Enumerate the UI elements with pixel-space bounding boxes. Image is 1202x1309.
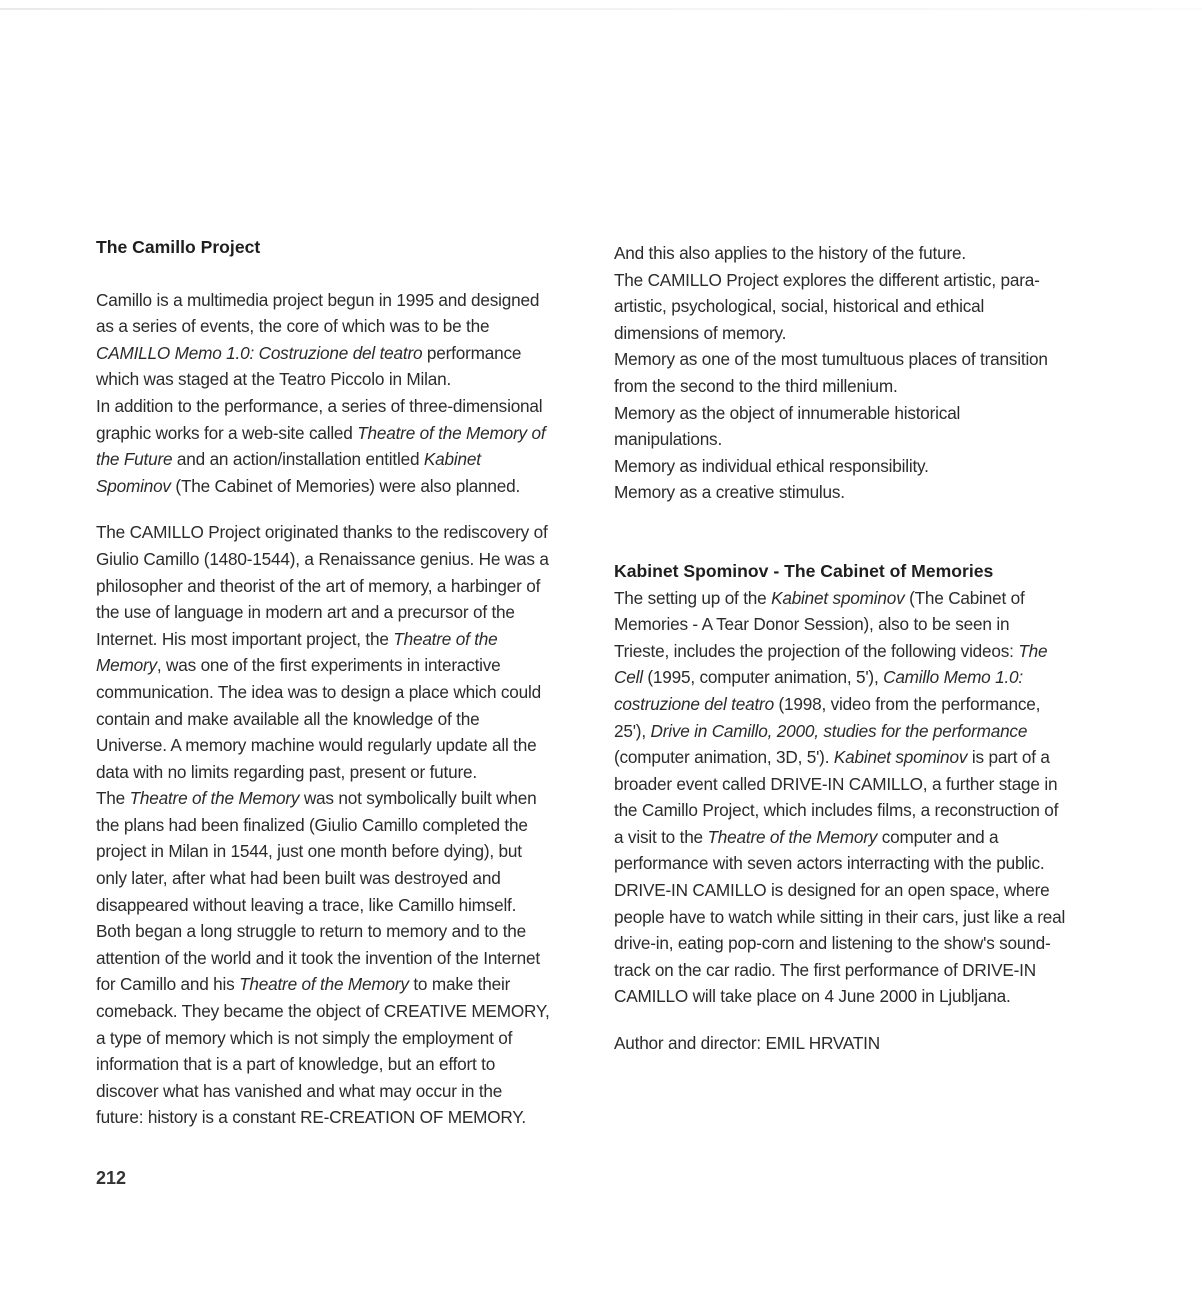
italic-title: Memory	[96, 655, 157, 676]
text-line: Both began a long struggle to return to memory and to the	[96, 921, 527, 942]
text-line: the Future and an action/installation entitled Kabinet	[96, 449, 481, 470]
text-line: for Camillo and his Theatre of the Memory to make their	[96, 974, 511, 995]
text-line: Internet. His most important project, the Theatre of the	[96, 628, 498, 649]
italic-title: Spominov	[96, 475, 171, 496]
text-line: which was staged at the Teatro Piccolo in Milan.	[96, 369, 452, 390]
text-line: Memory as the object of innumerable historical	[614, 402, 961, 423]
spacer	[96, 499, 596, 519]
italic-title: the Future	[96, 449, 173, 470]
text-line: information that is a part of knowledge, but an effort to	[96, 1054, 496, 1075]
italic-title: Theatre of the Memory	[129, 788, 300, 809]
text-line: CAMILLO Memo 1.0: Costruzione del teatro performance	[96, 342, 522, 363]
right-column	[614, 240, 1114, 1057]
text-line: Memory, was one of the first experiments in interactive	[96, 655, 501, 676]
text-line: as a series of events, the core of which was to be the	[96, 316, 490, 337]
italic-title: Cell	[614, 667, 643, 688]
text-line: Universe. A memory machine would regularly update all the	[96, 735, 537, 756]
text-line: future: history is a constant RE-CREATION OF MEMORY.	[96, 1107, 526, 1128]
italic-title: Kabinet	[423, 449, 481, 470]
paragraph-project-intro	[96, 287, 596, 500]
text-line: the plans had been finalized (Giulio Camillo completed the	[96, 814, 528, 835]
text-line: manipulations.	[614, 429, 723, 450]
italic-title: Kabinet spominov	[833, 747, 968, 768]
author-credit: Author and director: EMIL HRVATIN	[614, 1033, 880, 1054]
text-line: broader event called DRIVE-IN CAMILLO, a further stage in	[614, 773, 1058, 794]
text-line: The CAMILLO Project explores the different artistic, para-	[614, 269, 1040, 290]
text-line: only later, after what had been built was destroyed and	[96, 868, 501, 889]
text-line: disappeared without leaving a trace, like Camillo himself.	[96, 894, 517, 915]
spacer	[614, 1010, 1114, 1030]
text-line: from the second to the third millenium.	[614, 375, 898, 396]
spacer	[614, 506, 1114, 558]
italic-title: Theatre of the	[393, 628, 498, 649]
text-line: a type of memory which is not simply the employment of	[96, 1027, 513, 1048]
italic-title: The	[1018, 640, 1048, 661]
text-line: contain and make available all the knowledge of the	[96, 708, 480, 729]
paragraph-memory-dimensions	[614, 240, 1114, 506]
text-line: 25'), Drive in Camillo, 2000, studies for the performance	[614, 720, 1028, 741]
text-line: comeback. They became the object of CREATIVE MEMORY,	[96, 1001, 550, 1022]
text-line: Camillo is a multimedia project begun in 1995 and designed	[96, 289, 540, 310]
text-line: Cell (1995, computer animation, 5'), Camillo Memo 1.0:	[614, 667, 1023, 688]
text-line: dimensions of memory.	[614, 322, 787, 343]
text-line: track on the car radio. The first performance of DRIVE-IN	[614, 959, 1036, 980]
text-line: the Camillo Project, which includes films, a reconstruction of	[614, 800, 1059, 821]
text-line: philosopher and theorist of the art of memory, a harbinger of	[96, 575, 541, 596]
text-line: discover what has vanished and what may occur in the	[96, 1080, 503, 1101]
text-line: In addition to the performance, a series of three-dimensional	[96, 395, 543, 416]
italic-title: Kabinet spominov	[771, 587, 905, 608]
text-line: drive-in, eating pop-corn and listening to the show's sound-	[614, 933, 1051, 954]
italic-title: Theatre of the Memory	[707, 826, 878, 847]
italic-title: costruzione del teatro	[614, 693, 774, 714]
section-heading-camillo-project: The Camillo Project	[96, 237, 261, 257]
text-line: artistic, psychological, social, historical and ethical	[614, 296, 985, 317]
text-line: performance with seven actors interracting with the public.	[614, 853, 1045, 874]
text-line: data with no limits regarding past, present or future.	[96, 761, 477, 782]
text-line: Memory as a creative stimulus.	[614, 482, 845, 503]
italic-title: CAMILLO Memo 1.0: Costruzione del teatro	[96, 342, 423, 363]
text-line: (computer animation, 3D, 5'). Kabinet spominov is part of a	[614, 747, 1050, 768]
paragraph-origins	[96, 519, 596, 1131]
text-line: Trieste, includes the projection of the following videos: The	[614, 640, 1048, 661]
text-line: the use of language in modern art and a precursor of the	[96, 602, 515, 623]
text-line: graphic works for a web-site called Theatre of the Memory of	[96, 422, 546, 443]
text-line: CAMILLO will take place on 4 June 2000 in Ljubljana.	[614, 986, 1011, 1007]
text-line: a visit to the Theatre of the Memory computer and a	[614, 826, 999, 847]
page-number: 212	[96, 1168, 127, 1188]
left-column	[96, 234, 596, 1131]
text-line: people have to watch while sitting in their cars, just like a real	[614, 906, 1066, 927]
spacer	[96, 261, 596, 287]
italic-title: Camillo Memo 1.0:	[883, 667, 1023, 688]
text-line: Memories - A Tear Donor Session), also to be seen in	[614, 614, 1010, 635]
text-line: Giulio Camillo (1480-1544), a Renaissance genius. He was a	[96, 548, 549, 569]
text-line: attention of the world and it took the invention of the Internet	[96, 947, 540, 968]
text-line: And this also applies to the history of the future.	[614, 243, 966, 263]
text-line: DRIVE-IN CAMILLO is designed for an open space, where	[614, 880, 1050, 901]
text-line: project in Milan in 1544, just one month before dying), but	[96, 841, 522, 862]
italic-title: Drive in Camillo, 2000, studies for the performance	[650, 720, 1028, 741]
text-line: The Theatre of the Memory was not symbolically built when	[96, 788, 537, 809]
text-line: The setting up of the Kabinet spominov (The Cabinet of	[614, 587, 1025, 608]
text-line: The CAMILLO Project originated thanks to the rediscovery of	[96, 522, 548, 543]
paragraph-kabinet-description	[614, 585, 1114, 1011]
text-line: Spominov (The Cabinet of Memories) were also planned.	[96, 475, 521, 496]
top-edge-rule	[0, 8, 1202, 10]
italic-title: Theatre of the Memory of	[357, 422, 546, 443]
italic-title: Theatre of the Memory	[239, 974, 409, 995]
text-line: costruzione del teatro (1998, video from the performance,	[614, 693, 1041, 714]
text-line: communication. The idea was to design a place which could	[96, 681, 541, 702]
text-line: Memory as one of the most tumultuous places of transition	[614, 349, 1048, 370]
section-heading-kabinet-spominov: Kabinet Spominov - The Cabinet of Memories	[614, 560, 994, 581]
text-line: Memory as individual ethical responsibility.	[614, 455, 929, 476]
